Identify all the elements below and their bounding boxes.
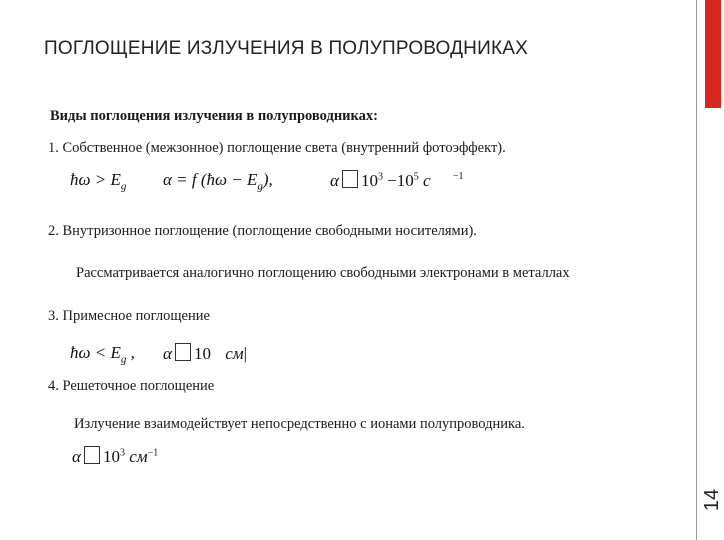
- item-3-formula-condition: ħω < $E_g$ ,: [70, 343, 135, 366]
- approx-symbol-icon: [84, 446, 100, 464]
- item-4-formula-range: α $10^3$ $cм^{-1}$: [72, 447, 159, 466]
- item-3-text: 3. Примесное поглощение: [48, 308, 210, 324]
- approx-symbol-icon: [342, 170, 358, 188]
- slide-title: ПОГЛОЩЕНИЕ ИЗЛУЧЕНИЯ В ПОЛУПРОВОДНИКАХ: [44, 38, 528, 59]
- approx-symbol-icon: [175, 343, 191, 361]
- item-2-note: Рассматривается аналогично поглощению свободными электронами в металлах: [76, 265, 570, 281]
- item-4-text: 4. Решеточное поглощение: [48, 378, 215, 394]
- item-4-note: Излучение взаимодействует непосредственно с ионами полупроводника.: [74, 416, 525, 432]
- item-1-formula-range: α $10^3 -10^5$ c $^{-1}$: [330, 171, 464, 190]
- item-1-formula-function: α = f (ħω − $E_g$),: [163, 170, 273, 193]
- item-1-formula-condition: ħω > $E_g$: [70, 170, 127, 193]
- page-number: 14: [701, 488, 723, 512]
- right-edge-band: [696, 0, 721, 540]
- item-2-text: 2. Внутризонное поглощение (поглощение свободными носителями).: [48, 223, 477, 239]
- item-1-text: 1. Собственное (межзонное) поглощение света (внутренний фотоэффект).: [48, 140, 506, 156]
- accent-bar: [705, 0, 721, 108]
- subtitle: Виды поглощения излучения в полупроводниках:: [50, 108, 378, 124]
- item-3-formula-range: α 10 cм|: [163, 344, 247, 363]
